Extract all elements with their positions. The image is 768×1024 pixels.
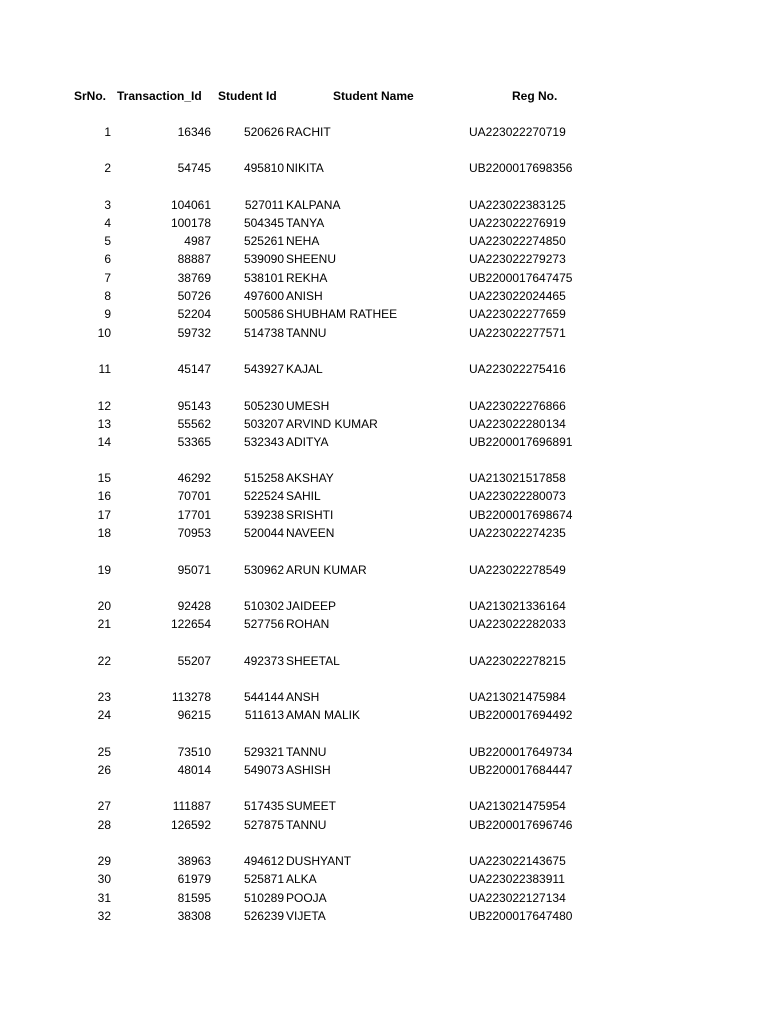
cell-student-id: 492373 <box>243 654 284 668</box>
cell-reg-no: UA223022278549 <box>469 563 566 577</box>
cell-transaction-id: 4987 <box>184 234 211 248</box>
table-row <box>0 215 768 231</box>
cell-reg-no: UB2200017696746 <box>469 818 573 832</box>
header-student-name: Student Name <box>333 89 414 103</box>
cell-transaction-id: 96215 <box>177 708 211 722</box>
header-srno: SrNo. <box>74 89 107 103</box>
cell-student-name: POOJA <box>286 891 327 905</box>
cell-srno: 14 <box>97 435 111 449</box>
table-row <box>0 361 768 377</box>
cell-student-name: DUSHYANT <box>286 854 352 868</box>
cell-student-id: 530962 <box>243 563 284 577</box>
cell-student-id: 495810 <box>243 161 284 175</box>
cell-student-name: AKSHAY <box>286 471 334 485</box>
cell-transaction-id: 48014 <box>177 763 211 777</box>
cell-student-id: 520626 <box>243 125 284 139</box>
cell-srno: 25 <box>97 745 111 759</box>
cell-transaction-id: 59732 <box>177 326 211 340</box>
cell-student-name: TANNU <box>286 326 327 340</box>
cell-transaction-id: 111887 <box>172 799 211 813</box>
table-row <box>0 398 768 414</box>
cell-srno: 2 <box>104 161 111 175</box>
cell-student-id: 525871 <box>243 872 284 886</box>
cell-srno: 7 <box>104 271 111 285</box>
cell-reg-no: UB2200017696891 <box>469 435 573 449</box>
cell-reg-no: UA223022280134 <box>469 417 566 431</box>
cell-transaction-id: 55562 <box>177 417 211 431</box>
cell-srno: 8 <box>104 289 111 303</box>
table-row <box>0 233 768 249</box>
cell-transaction-id: 16346 <box>177 125 211 139</box>
cell-student-name: NIKITA <box>286 161 324 175</box>
table-row <box>0 598 768 614</box>
cell-transaction-id: 46292 <box>177 471 211 485</box>
cell-transaction-id: 55207 <box>177 654 211 668</box>
cell-srno: 12 <box>97 399 111 413</box>
cell-student-name: ROHAN <box>286 617 330 631</box>
cell-student-name: ASHISH <box>286 763 331 777</box>
cell-reg-no: UB2200017647475 <box>469 271 573 285</box>
cell-transaction-id: 53365 <box>177 435 211 449</box>
cell-student-name: SUMEET <box>286 799 337 813</box>
cell-reg-no: UA223022278215 <box>469 654 566 668</box>
cell-srno: 24 <box>97 708 111 722</box>
cell-student-name: REKHA <box>286 271 328 285</box>
cell-student-id: 543927 <box>243 362 284 376</box>
cell-srno: 18 <box>97 526 111 540</box>
cell-student-name: AMAN MALIK <box>286 708 361 722</box>
cell-transaction-id: 38963 <box>177 854 211 868</box>
cell-srno: 10 <box>97 326 111 340</box>
cell-transaction-id: 70953 <box>177 526 211 540</box>
cell-reg-no: UA213021336164 <box>469 599 566 613</box>
cell-student-id: 527875 <box>243 818 284 832</box>
cell-transaction-id: 100178 <box>170 216 211 230</box>
table-row <box>0 306 768 322</box>
cell-transaction-id: 52204 <box>177 307 211 321</box>
cell-student-name: ANSH <box>286 690 320 704</box>
cell-student-name: SHEENU <box>286 252 337 266</box>
cell-student-name: ARVIND KUMAR <box>286 417 378 431</box>
table-row <box>0 160 768 176</box>
cell-student-id: 511613 <box>244 708 284 722</box>
cell-student-id: 505230 <box>243 399 284 413</box>
cell-srno: 3 <box>104 198 111 212</box>
table-row <box>0 689 768 705</box>
cell-srno: 28 <box>97 818 111 832</box>
cell-student-id: 497600 <box>243 289 284 303</box>
cell-srno: 15 <box>97 471 111 485</box>
table-row <box>0 890 768 906</box>
table-row <box>0 798 768 814</box>
cell-student-id: 520044 <box>243 526 284 540</box>
cell-student-name: NEHA <box>286 234 320 248</box>
cell-student-name: VIJETA <box>286 909 326 923</box>
cell-student-id: 517435 <box>243 799 284 813</box>
table-row <box>0 434 768 450</box>
cell-reg-no: UB2200017694492 <box>469 708 573 722</box>
cell-student-id: 494612 <box>243 854 284 868</box>
cell-transaction-id: 88887 <box>177 252 211 266</box>
cell-srno: 27 <box>97 799 111 813</box>
cell-student-name: ADITYA <box>286 435 329 449</box>
cell-student-id: 522524 <box>243 489 284 503</box>
cell-srno: 31 <box>97 891 111 905</box>
cell-srno: 22 <box>97 654 111 668</box>
header-transaction-id: Transaction_Id <box>117 89 202 103</box>
cell-srno: 5 <box>104 234 111 248</box>
cell-reg-no: UA223022276866 <box>469 399 566 413</box>
cell-reg-no: UB2200017684447 <box>469 763 573 777</box>
table-row <box>0 562 768 578</box>
table-row <box>0 197 768 213</box>
cell-srno: 32 <box>97 909 111 923</box>
cell-transaction-id: 81595 <box>177 891 211 905</box>
cell-student-name: SHEETAL <box>286 654 340 668</box>
cell-student-id: 504345 <box>243 216 284 230</box>
cell-reg-no: UA213021475984 <box>469 690 566 704</box>
cell-reg-no: UA223022127134 <box>469 891 566 905</box>
cell-student-name: ALKA <box>286 872 317 886</box>
cell-student-id: 500586 <box>243 307 284 321</box>
table-row <box>0 507 768 523</box>
cell-transaction-id: 61979 <box>177 872 211 886</box>
table-row <box>0 908 768 924</box>
cell-student-id: 503207 <box>243 417 284 431</box>
cell-transaction-id: 95071 <box>177 563 211 577</box>
cell-reg-no: UB2200017647480 <box>469 909 573 923</box>
cell-student-name: ANISH <box>286 289 323 303</box>
cell-transaction-id: 73510 <box>177 745 211 759</box>
cell-transaction-id: 50726 <box>177 289 211 303</box>
cell-srno: 20 <box>97 599 111 613</box>
table-row <box>0 853 768 869</box>
cell-student-id: 527756 <box>243 617 284 631</box>
header-reg-no: Reg No. <box>512 89 558 103</box>
cell-srno: 30 <box>97 872 111 886</box>
cell-srno: 1 <box>104 125 111 139</box>
cell-reg-no: UA223022276919 <box>469 216 566 230</box>
cell-srno: 26 <box>97 763 111 777</box>
cell-student-name: SRISHTI <box>286 508 334 522</box>
cell-student-id: 510289 <box>243 891 284 905</box>
cell-student-name: JAIDEEP <box>286 599 337 613</box>
table-row <box>0 707 768 723</box>
cell-transaction-id: 104061 <box>170 198 211 212</box>
table-row <box>0 525 768 541</box>
cell-srno: 6 <box>104 252 111 266</box>
cell-srno: 17 <box>97 508 111 522</box>
cell-student-id: 527011 <box>244 198 284 212</box>
cell-transaction-id: 70701 <box>177 489 211 503</box>
cell-reg-no: UA223022274235 <box>469 526 566 540</box>
cell-student-id: 525261 <box>243 234 284 248</box>
cell-srno: 9 <box>104 307 111 321</box>
cell-srno: 23 <box>97 690 111 704</box>
cell-student-name: RACHIT <box>286 125 331 139</box>
cell-reg-no: UA223022280073 <box>469 489 566 503</box>
header-student-id: Student Id <box>218 89 277 103</box>
table-row <box>0 288 768 304</box>
cell-student-name: ARUN KUMAR <box>286 563 367 577</box>
cell-reg-no: UA223022279273 <box>469 252 566 266</box>
cell-reg-no: UA223022383125 <box>469 198 566 212</box>
cell-student-name: KAJAL <box>286 362 323 376</box>
cell-student-name: TANNU <box>286 818 327 832</box>
cell-student-id: 538101 <box>243 271 284 285</box>
table-row <box>0 762 768 778</box>
cell-student-id: 514738 <box>243 326 284 340</box>
cell-student-id: 539090 <box>243 252 284 266</box>
cell-reg-no: UA223022383911 <box>469 872 565 886</box>
cell-reg-no: UA223022274850 <box>469 234 566 248</box>
cell-transaction-id: 92428 <box>177 599 211 613</box>
table-row <box>0 871 768 887</box>
cell-reg-no: UB2200017698356 <box>469 161 573 175</box>
table-row <box>0 744 768 760</box>
cell-reg-no: UB2200017649734 <box>469 745 573 759</box>
cell-srno: 13 <box>97 417 111 431</box>
cell-srno: 11 <box>98 362 111 376</box>
table-row <box>0 616 768 632</box>
cell-student-id: 529321 <box>243 745 284 759</box>
cell-srno: 4 <box>104 216 111 230</box>
cell-transaction-id: 54745 <box>177 161 211 175</box>
cell-transaction-id: 38308 <box>177 909 211 923</box>
table-row <box>0 416 768 432</box>
cell-student-id: 515258 <box>243 471 284 485</box>
cell-student-name: TANYA <box>286 216 325 230</box>
cell-reg-no: UA223022275416 <box>469 362 566 376</box>
table-row <box>0 251 768 267</box>
cell-reg-no: UA223022143675 <box>469 854 566 868</box>
cell-srno: 19 <box>97 563 111 577</box>
cell-transaction-id: 113278 <box>171 690 211 704</box>
cell-transaction-id: 17701 <box>177 508 211 522</box>
cell-student-id: 532343 <box>243 435 284 449</box>
cell-student-id: 549073 <box>243 763 284 777</box>
cell-reg-no: UA213021475954 <box>469 799 566 813</box>
cell-reg-no: UA213021517858 <box>469 471 566 485</box>
cell-student-name: SAHIL <box>286 489 321 503</box>
table-row <box>0 488 768 504</box>
cell-student-id: 510302 <box>243 599 284 613</box>
cell-student-id: 526239 <box>243 909 284 923</box>
cell-srno: 16 <box>97 489 111 503</box>
cell-transaction-id: 95143 <box>177 399 211 413</box>
cell-srno: 21 <box>97 617 111 631</box>
cell-student-name: KALPANA <box>286 198 341 212</box>
cell-student-id: 539238 <box>243 508 284 522</box>
cell-transaction-id: 45147 <box>177 362 211 376</box>
cell-reg-no: UA223022282033 <box>469 617 566 631</box>
cell-student-name: UMESH <box>286 399 330 413</box>
cell-student-name: NAVEEN <box>286 526 335 540</box>
table-row <box>0 653 768 669</box>
table-row <box>0 325 768 341</box>
table-row <box>0 270 768 286</box>
table-row <box>0 124 768 140</box>
table-row <box>0 817 768 833</box>
cell-srno: 29 <box>97 854 111 868</box>
cell-reg-no: UA223022270719 <box>469 125 566 139</box>
cell-reg-no: UB2200017698674 <box>469 508 573 522</box>
cell-transaction-id: 38769 <box>177 271 211 285</box>
cell-student-name: TANNU <box>286 745 327 759</box>
cell-reg-no: UA223022024465 <box>469 289 566 303</box>
cell-reg-no: UA223022277571 <box>469 326 566 340</box>
cell-transaction-id: 122654 <box>170 617 211 631</box>
cell-transaction-id: 126592 <box>170 818 211 832</box>
table-row <box>0 470 768 486</box>
cell-student-id: 544144 <box>243 690 284 704</box>
cell-reg-no: UA223022277659 <box>469 307 566 321</box>
cell-student-name: SHUBHAM RATHEE <box>286 307 398 321</box>
